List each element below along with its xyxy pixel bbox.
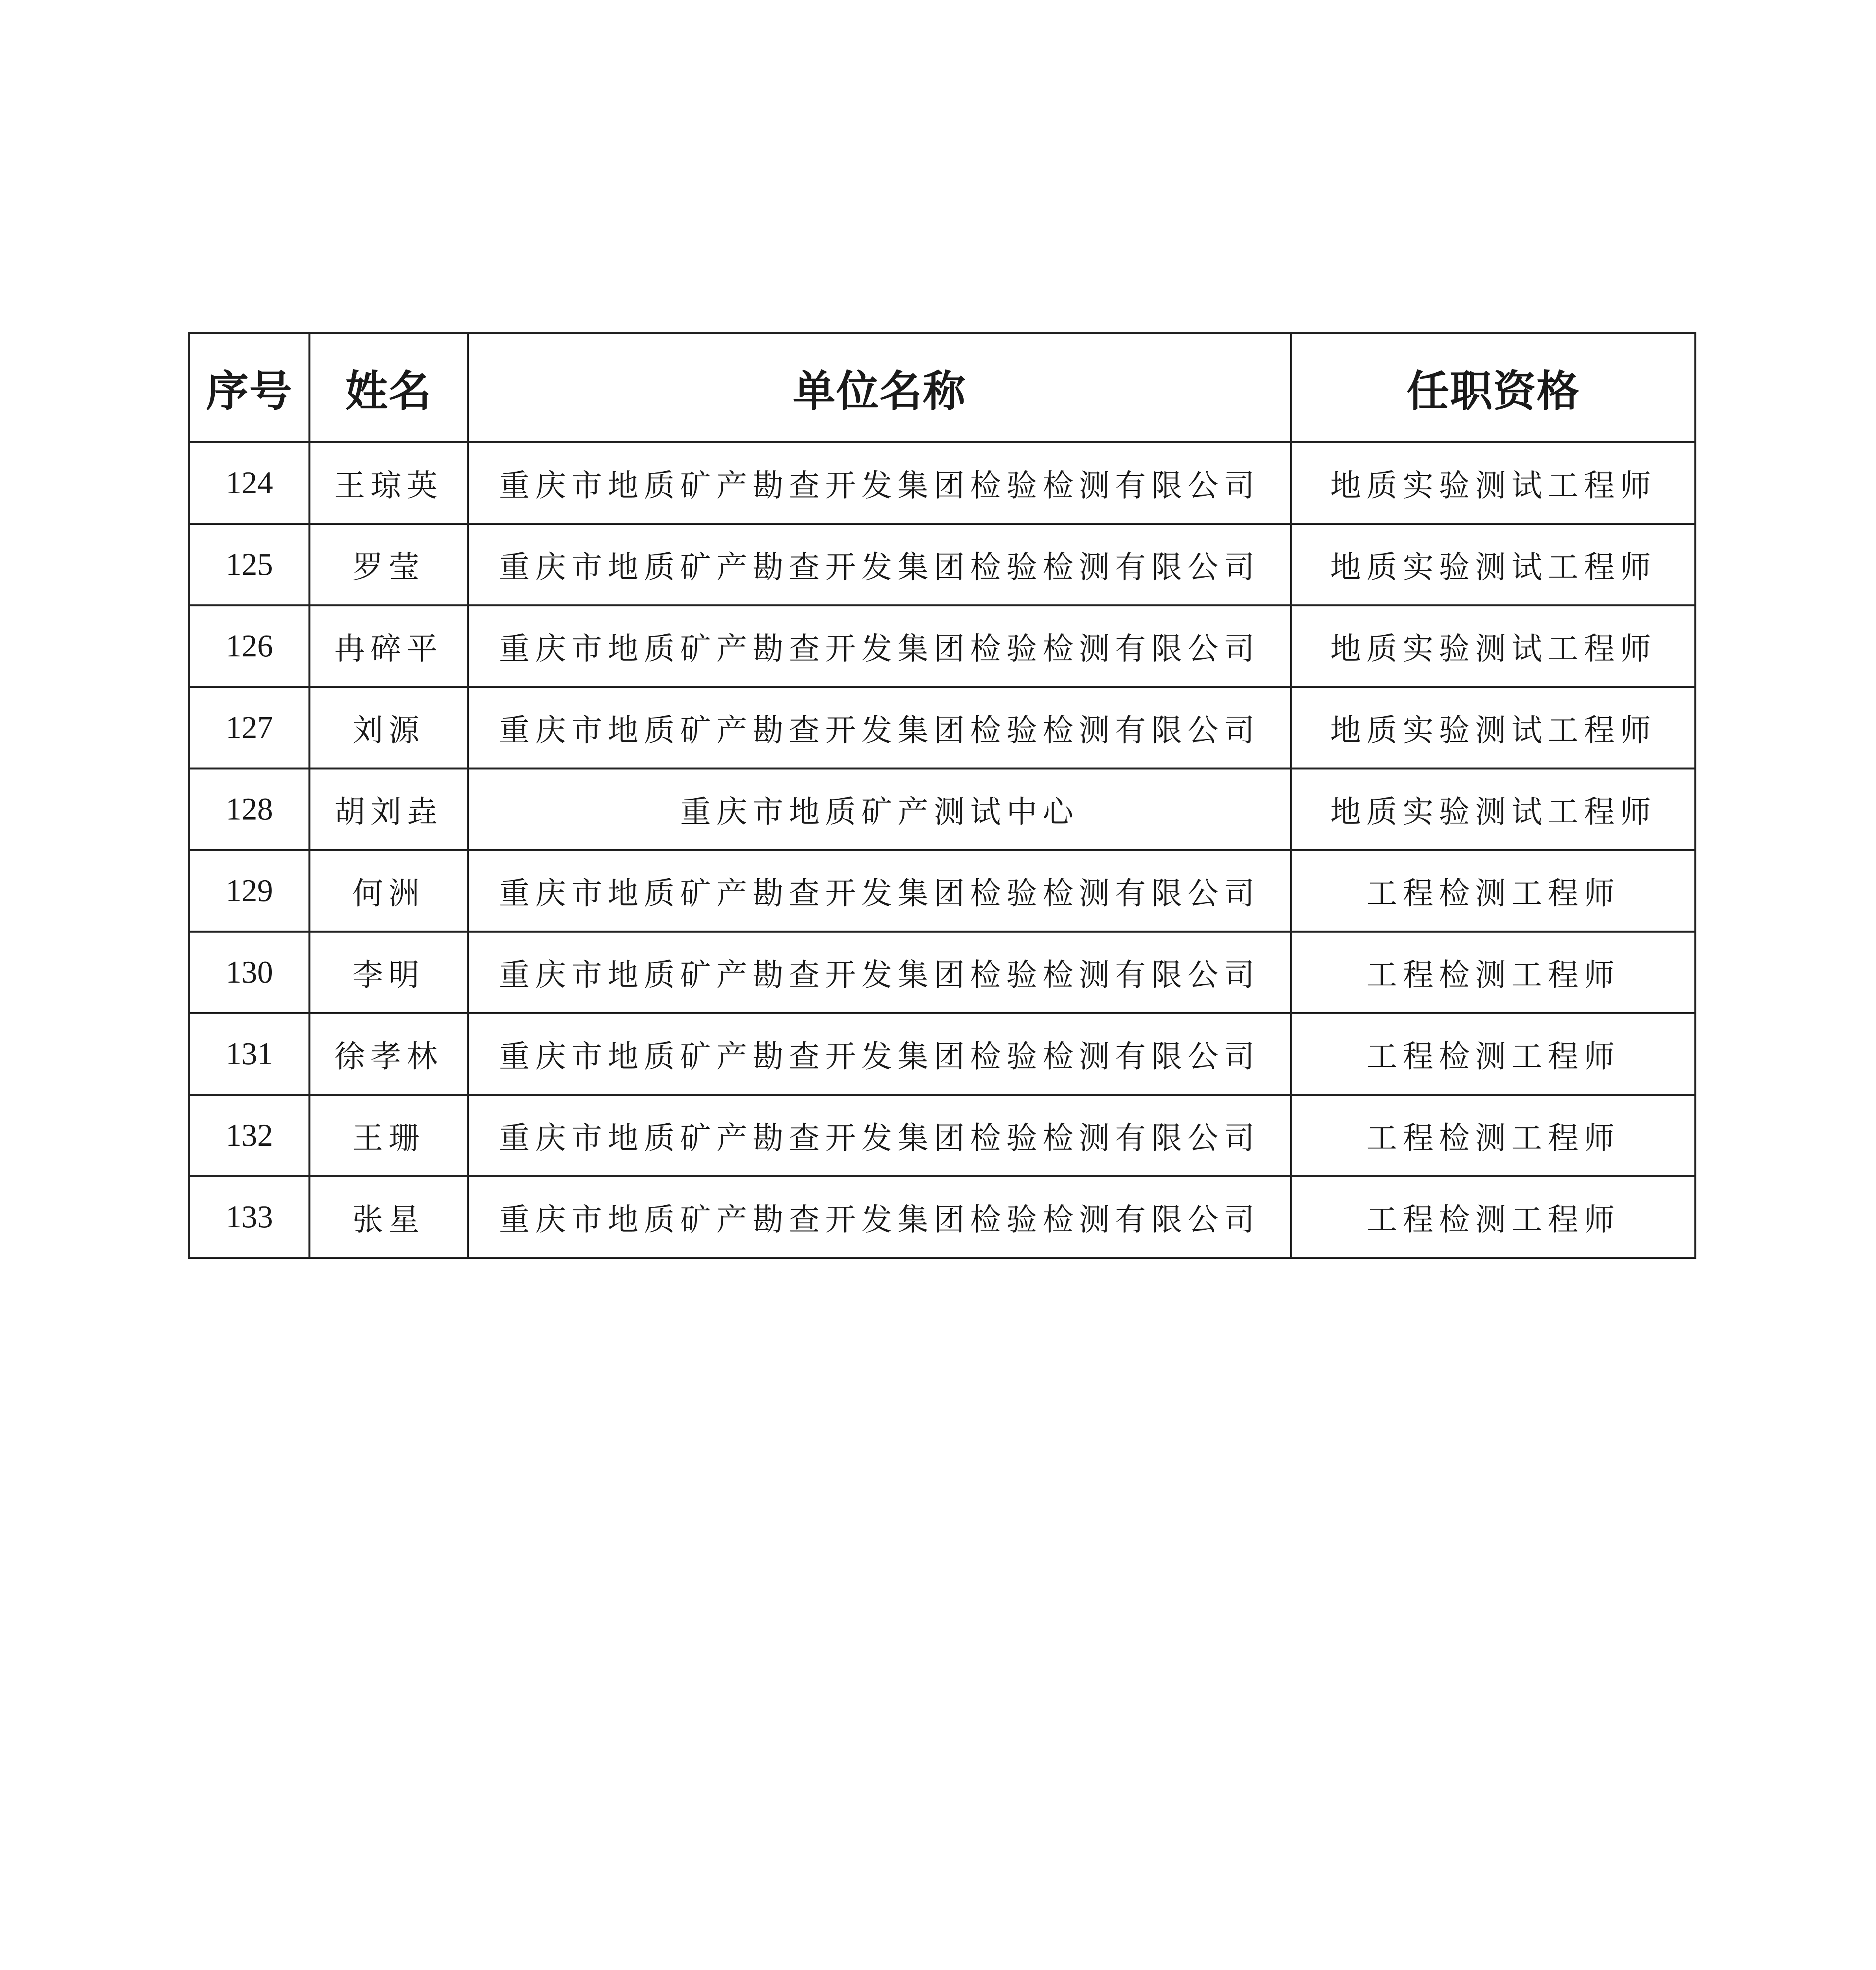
cell-qualification: 地质实验测试工程师 (1291, 442, 1696, 524)
cell-unit: 重庆市地质矿产勘查开发集团检验检测有限公司 (468, 606, 1291, 687)
cell-qualification: 工程检测工程师 (1291, 1176, 1696, 1258)
table-row (189, 932, 1696, 1013)
cell-index: 131 (189, 1013, 310, 1095)
cell-unit: 重庆市地质矿产勘查开发集团检验检测有限公司 (468, 850, 1291, 932)
cell-unit: 重庆市地质矿产勘查开发集团检验检测有限公司 (468, 1176, 1291, 1258)
cell-qualification: 工程检测工程师 (1291, 1013, 1696, 1095)
cell-unit: 重庆市地质矿产勘查开发集团检验检测有限公司 (468, 687, 1291, 769)
cell-qualification: 工程检测工程师 (1291, 932, 1696, 1013)
cell-index: 129 (189, 850, 310, 932)
header-unit: 单位名称 (468, 333, 1291, 442)
cell-name: 张星 (310, 1176, 468, 1258)
cell-name: 王琼英 (310, 442, 468, 524)
table-row (189, 1095, 1696, 1176)
table-row (189, 1013, 1696, 1095)
cell-name: 何洲 (310, 850, 468, 932)
cell-name: 李明 (310, 932, 468, 1013)
cell-unit: 重庆市地质矿产勘查开发集团检验检测有限公司 (468, 442, 1291, 524)
table-row (189, 850, 1696, 932)
cell-qualification: 工程检测工程师 (1291, 1095, 1696, 1176)
cell-name: 王珊 (310, 1095, 468, 1176)
cell-qualification: 地质实验测试工程师 (1291, 606, 1696, 687)
cell-index: 126 (189, 606, 310, 687)
cell-index: 127 (189, 687, 310, 769)
cell-index: 133 (189, 1176, 310, 1258)
cell-index: 124 (189, 442, 310, 524)
header-index: 序号 (189, 333, 310, 442)
cell-name: 胡刘垚 (310, 769, 468, 850)
cell-qualification: 工程检测工程师 (1291, 850, 1696, 932)
table-row (189, 524, 1696, 606)
cell-index: 130 (189, 932, 310, 1013)
header-name: 姓名 (310, 333, 468, 442)
cell-qualification: 地质实验测试工程师 (1291, 524, 1696, 606)
personnel-table (188, 332, 1696, 1259)
cell-unit: 重庆市地质矿产勘查开发集团检验检测有限公司 (468, 1013, 1291, 1095)
cell-qualification: 地质实验测试工程师 (1291, 687, 1696, 769)
table-row (189, 769, 1696, 850)
cell-index: 128 (189, 769, 310, 850)
header-qualification: 任职资格 (1291, 333, 1696, 442)
cell-index: 125 (189, 524, 310, 606)
table-row (189, 606, 1696, 687)
cell-name: 徐孝林 (310, 1013, 468, 1095)
cell-name: 冉碎平 (310, 606, 468, 687)
cell-unit: 重庆市地质矿产测试中心 (468, 769, 1291, 850)
table-row (189, 687, 1696, 769)
cell-unit: 重庆市地质矿产勘查开发集团检验检测有限公司 (468, 1095, 1291, 1176)
cell-unit: 重庆市地质矿产勘查开发集团检验检测有限公司 (468, 932, 1291, 1013)
table-row (189, 1176, 1696, 1258)
cell-unit: 重庆市地质矿产勘查开发集团检验检测有限公司 (468, 524, 1291, 606)
table-row (189, 442, 1696, 524)
cell-index: 132 (189, 1095, 310, 1176)
cell-qualification: 地质实验测试工程师 (1291, 769, 1696, 850)
table-header-row (189, 333, 1696, 442)
cell-name: 罗莹 (310, 524, 468, 606)
cell-name: 刘源 (310, 687, 468, 769)
